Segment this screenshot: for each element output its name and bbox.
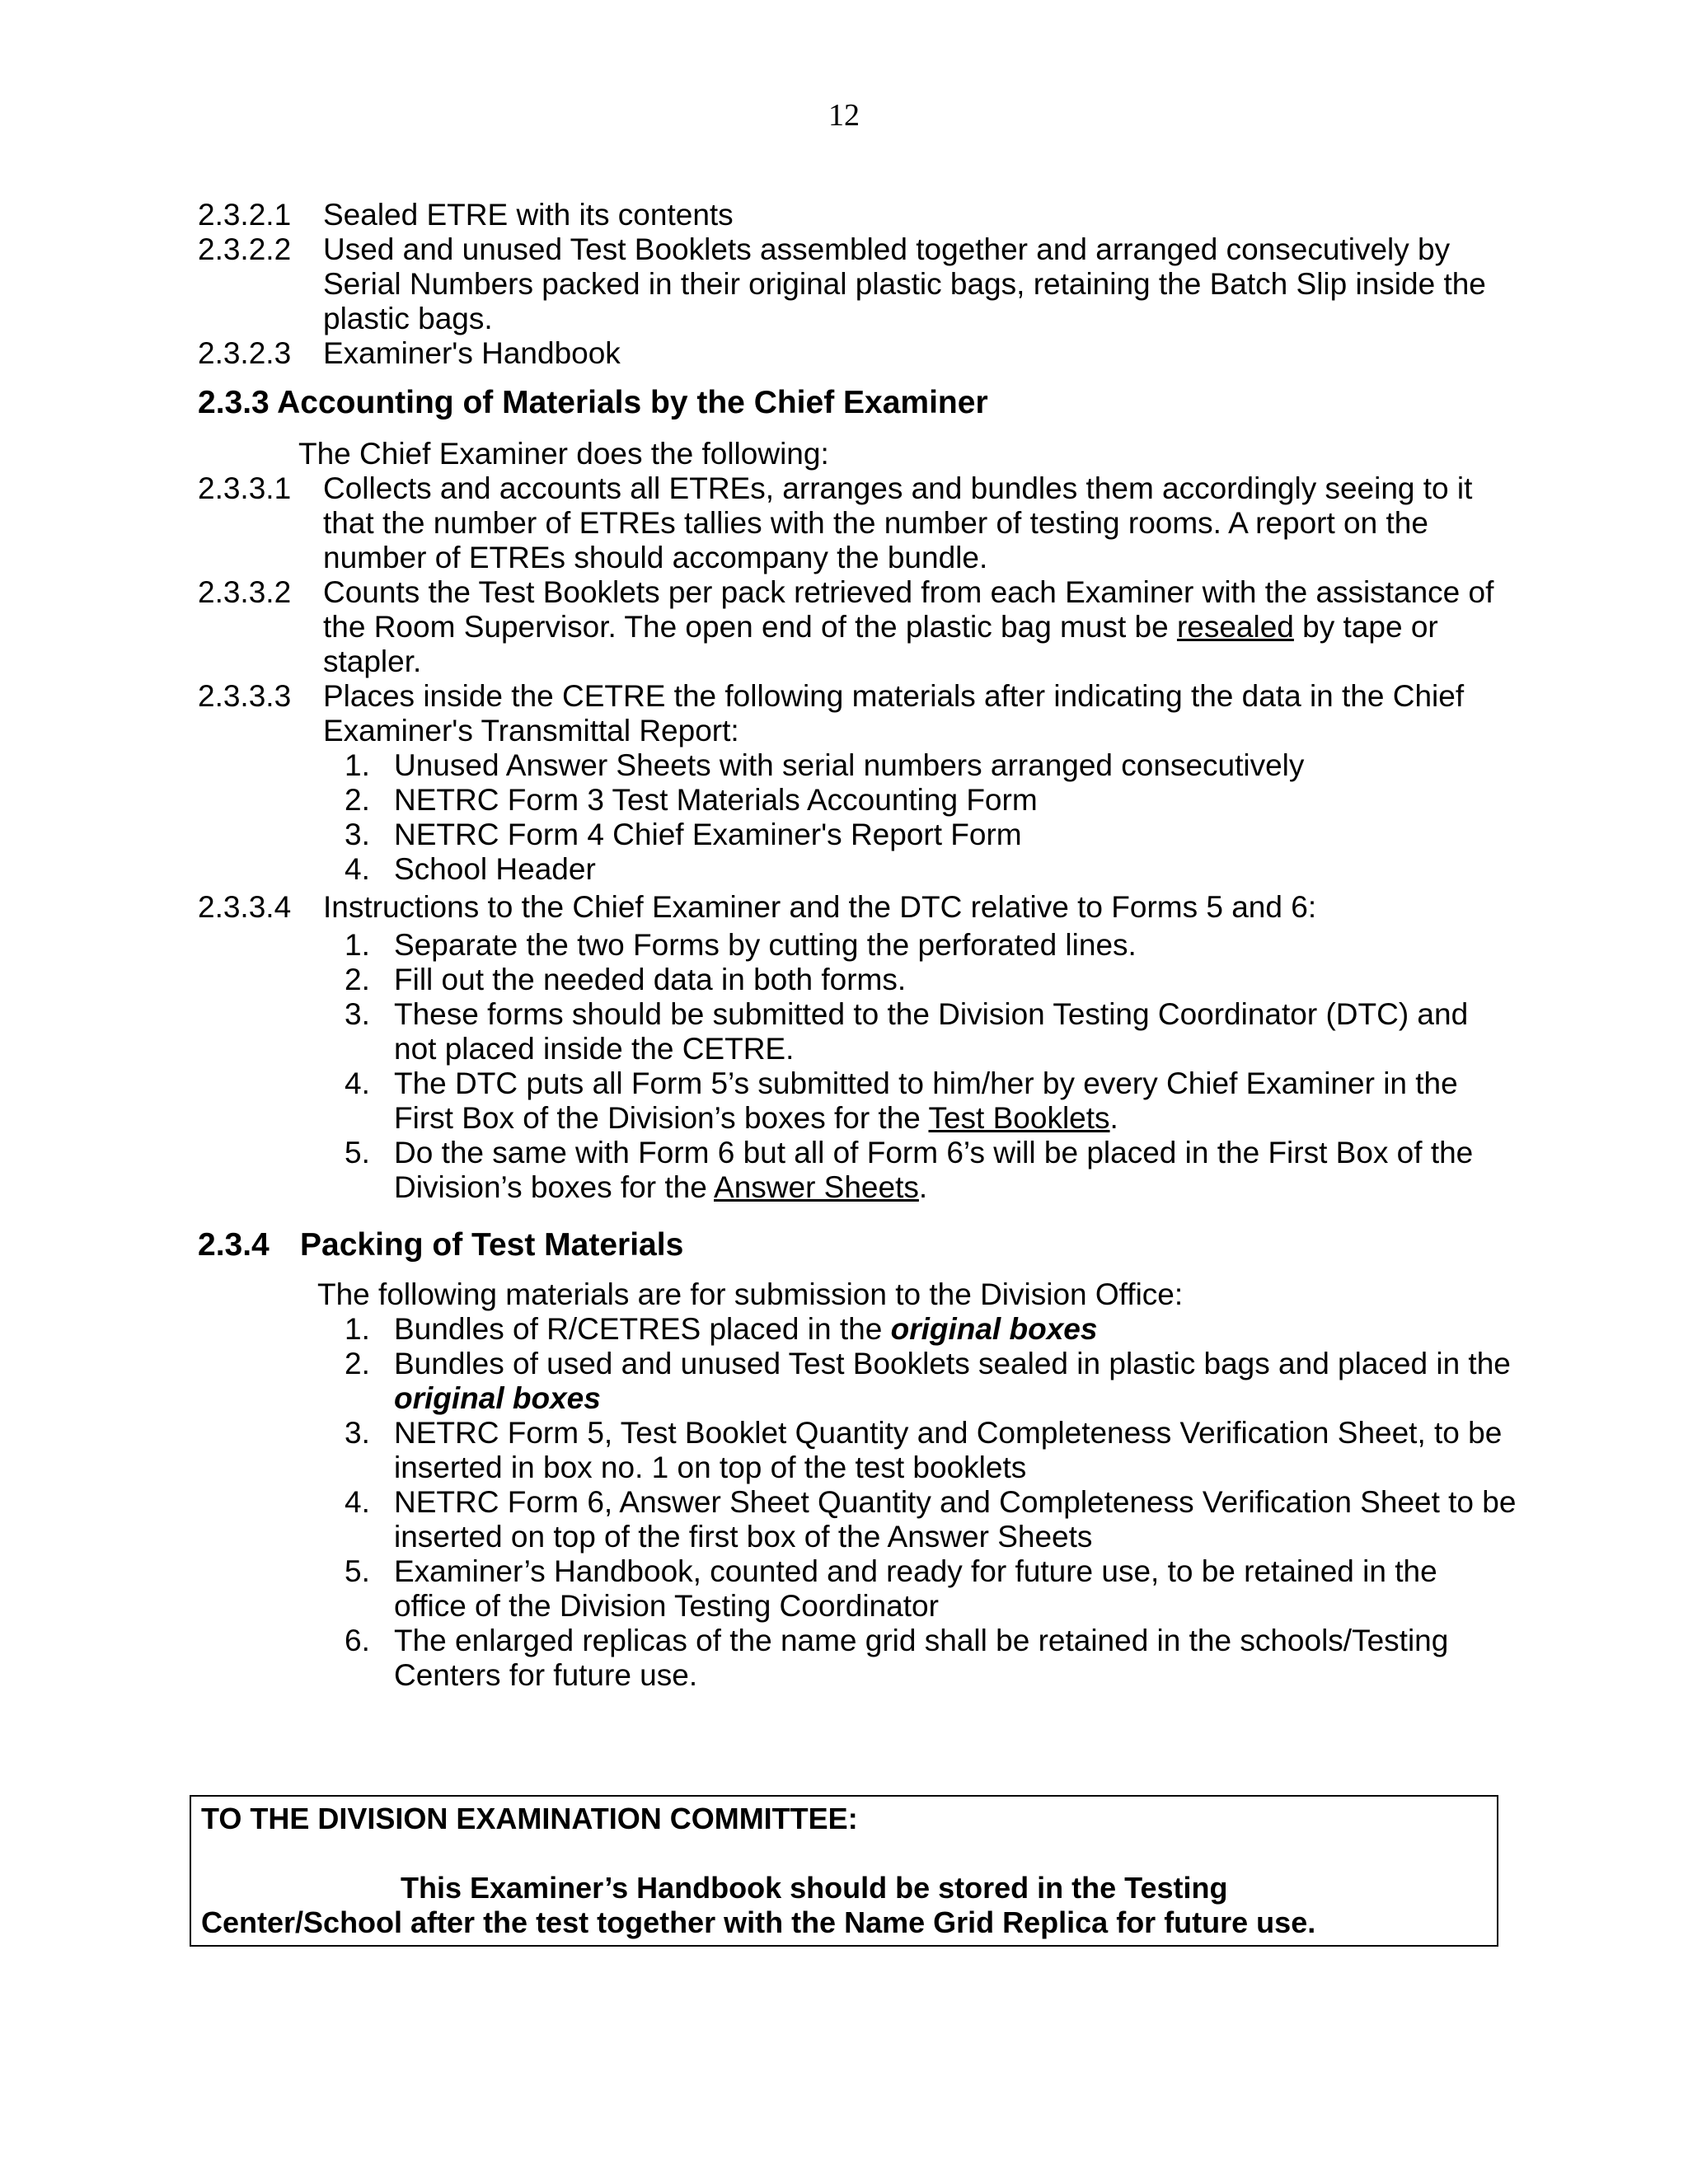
item-number: 5. [345, 1554, 370, 1588]
item-number: 2. [345, 783, 370, 817]
item-text: Unused Answer Sheets with serial numbers arranged consecutively [394, 748, 1305, 782]
list-item [345, 748, 1517, 783]
item-text [394, 1136, 1517, 1205]
item-number: 5. [345, 1136, 370, 1169]
list-item [345, 1312, 1517, 1347]
list-item [198, 890, 1517, 925]
item-number: 2.3.2.3 [198, 336, 292, 370]
item-text: School Header [394, 852, 596, 886]
item-text-part: by tape or stapler. [323, 610, 1438, 678]
document-body [198, 198, 1517, 1693]
notice-title: TO THE DIVISION EXAMINATION COMMITTEE: [201, 1802, 858, 1835]
item-number: 2.3.3.1 [198, 471, 292, 505]
list-item [198, 232, 1517, 336]
list-item [345, 928, 1517, 963]
emphasized-term: original boxes [394, 1381, 601, 1415]
item-text: Sealed ETRE with its contents [323, 198, 734, 232]
list-item [345, 1624, 1517, 1693]
section-heading-2-3-4 [198, 1226, 1517, 1264]
numbered-list [198, 928, 1517, 1205]
item-number: 4. [345, 1066, 370, 1100]
list-item [345, 1136, 1517, 1205]
item-number: 2. [345, 1347, 370, 1380]
item-text: NETRC Form 6, Answer Sheet Quantity and Completeness Verification Sheet to be inserted on top of the first box of the Answer Sheets [394, 1485, 1517, 1554]
list-item [198, 471, 1517, 575]
item-text: NETRC Form 5, Test Booklet Quantity and Completeness Verification Sheet, to be inserted in box no. 1 on top of the test booklets [394, 1416, 1503, 1484]
item-text [394, 1312, 1097, 1347]
list-item [345, 1554, 1517, 1624]
item-text [394, 1347, 1517, 1416]
list-item [345, 852, 1517, 887]
item-number: 3. [345, 997, 370, 1031]
item-text-part: Bundles of R/CETRES placed in the [394, 1312, 891, 1346]
numbered-list [198, 748, 1517, 887]
item-text: Examiner's Handbook [323, 336, 621, 370]
list-item [198, 575, 1517, 679]
item-text: Places inside the CETRE the following materials after indicating the data in the Chief Examiner's Transmittal Report: [323, 679, 1465, 748]
emphasized-term: original boxes [890, 1312, 1098, 1346]
item-text [394, 1066, 1517, 1136]
item-number: 2.3.3.2 [198, 575, 292, 609]
item-text: Examiner’s Handbook, counted and ready for future use, to be retained in the office of the Division Testing Coordinator [394, 1554, 1437, 1623]
list-item [345, 783, 1517, 818]
list-item [198, 679, 1517, 748]
notice-spacer [201, 1836, 1487, 1871]
item-text-part: The DTC puts all Form 5’s submitted to him/her by every Chief Examiner in the First Box of the Division’s boxes for the [394, 1066, 1458, 1135]
page-number: 12 [828, 98, 860, 133]
item-text-part: Do the same with Form 6 but all of Form 6’s will be placed in the First Box of the Division’s boxes for the [394, 1136, 1474, 1204]
item-text: NETRC Form 3 Test Materials Accounting Form [394, 783, 1038, 817]
item-number: 4. [345, 1485, 370, 1519]
item-number: 3. [345, 818, 370, 851]
item-text: Instructions to the Chief Examiner and the DTC relative to Forms 5 and 6: [323, 890, 1317, 924]
item-text-part: Counts the Test Booklets per pack retrieved from each Examiner with the assistance of the Room Supervisor. The open end of the plastic bag must be [323, 575, 1494, 644]
section-intro: The Chief Examiner does the following: [298, 437, 829, 471]
item-number: 1. [345, 748, 370, 782]
item-number: 4. [345, 852, 370, 886]
item-text-part: . [1109, 1101, 1118, 1135]
notice-body-line: Center/School after the test together with the Name Grid Replica for future use. [201, 1905, 1316, 1939]
item-text: The enlarged replicas of the name grid shall be retained in the schools/Testing Centers for future use. [394, 1624, 1449, 1692]
item-number: 6. [345, 1624, 370, 1657]
list-item [198, 336, 1517, 371]
section-intro: The following materials are for submission to the Division Office: [317, 1277, 1184, 1311]
committee-notice-box [190, 1795, 1498, 1947]
item-number: 1. [345, 928, 370, 962]
list-item [198, 198, 1517, 232]
item-text: Separate the two Forms by cutting the perforated lines. [394, 928, 1137, 962]
item-text: Used and unused Test Booklets assembled together and arranged consecutively by Serial Numbers packed in their original plastic bags, retaining the Batch Slip inside the plastic bags. [323, 232, 1486, 335]
list-item [345, 1347, 1517, 1416]
item-text: Fill out the needed data in both forms. [394, 963, 907, 996]
list-item [345, 1416, 1517, 1485]
item-number: 2.3.3.4 [198, 890, 292, 924]
item-number: 1. [345, 1312, 370, 1346]
list-item [345, 818, 1517, 852]
item-text: Collects and accounts all ETREs, arranges and bundles them accordingly seeing to it that the number of ETREs tallies with the number of testing rooms. A report on the number of ETREs should accompany the bundle. [323, 471, 1473, 574]
underlined-term: resealed [1176, 610, 1294, 644]
section-heading-number: 2.3.4 [198, 1227, 270, 1263]
notice-body-line: This Examiner’s Handbook should be stored in the Testing [401, 1871, 1228, 1905]
item-number: 2.3.2.2 [198, 232, 292, 266]
underlined-term: Test Booklets [928, 1101, 1110, 1135]
item-text: These forms should be submitted to the Division Testing Coordinator (DTC) and not placed inside the CETRE. [394, 997, 1469, 1066]
section-heading-2-3-3: 2.3.3 Accounting of Materials by the Chief Examiner [198, 385, 988, 420]
numbered-list [198, 1312, 1517, 1693]
item-text: NETRC Form 4 Chief Examiner's Report Form [394, 818, 1022, 851]
item-text-part: . [918, 1170, 928, 1204]
item-number: 2.3.3.3 [198, 679, 292, 713]
underlined-term: Answer Sheets [714, 1170, 919, 1204]
list-item [345, 997, 1517, 1066]
item-number: 3. [345, 1416, 370, 1450]
item-text [323, 575, 1517, 679]
list-item [345, 1066, 1517, 1136]
item-number: 2. [345, 963, 370, 996]
list-item [345, 1485, 1517, 1554]
section-heading-text: Packing of Test Materials [300, 1227, 684, 1263]
item-number: 2.3.2.1 [198, 198, 292, 232]
list-item [345, 963, 1517, 997]
item-text-part: Bundles of used and unused Test Booklets sealed in plastic bags and placed in the [394, 1347, 1511, 1380]
